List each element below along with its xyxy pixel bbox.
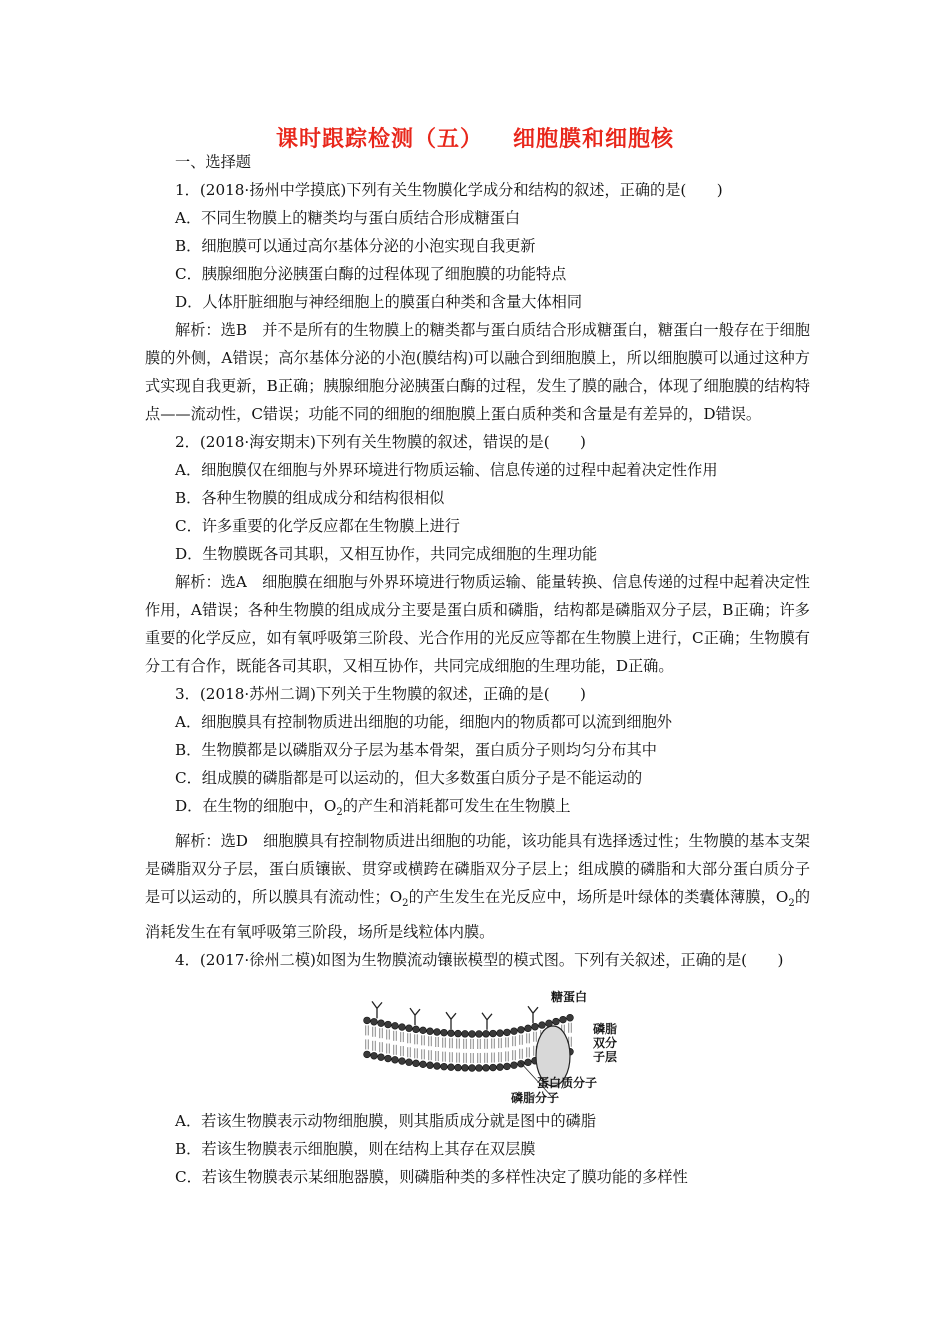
phospholipid-head <box>560 1016 567 1023</box>
question-3-option-d: D．在生物的细胞中，$O_2$的产生和消耗都可发生在生物膜上 <box>175 797 571 819</box>
question-4-stem: 4．(2017·徐州二模)如图为生物膜流动镶嵌模型的模式图。下列有关叙述，正确的是( ) <box>175 951 784 970</box>
question-1-option-c: C．胰腺细胞分泌胰蛋白酶的过程体现了细胞膜的功能特点 <box>175 265 567 283</box>
phospholipid-head <box>518 1026 525 1033</box>
question-2-analysis: 解析：选A 细胞膜在细胞与外界环境进行物质运输、能量转换、信息传递的过程中起着决定性作用，A错误；各种生物膜的组成成分主要是蛋白质和磷脂，结构都是磷脂双分子层，B正确；许多重要的化学反应，如有氧呼吸第三阶段、光合作用的光反应等都在生物膜上进行，C正确；生物膜有分工有合作，既能各司其职，又相互协作，共同完成细胞的生理功能，D正确。 <box>145 573 810 675</box>
label-phospholipid: 磷脂分子 <box>511 1091 560 1106</box>
phospholipid-head <box>476 1031 483 1038</box>
phospholipid-head <box>392 1056 399 1063</box>
section-heading: 一、选择题 <box>175 153 251 171</box>
question-2-option-a: A．细胞膜仅在细胞与外界环境进行物质运输、信息传递的过程中起着决定性作用 <box>175 461 718 479</box>
question-2-option-d: D．生物膜既各司其职，又相互协作，共同完成细胞的生理功能 <box>175 545 598 563</box>
phospholipid-head <box>364 1017 371 1024</box>
phospholipid-head <box>385 1021 392 1028</box>
phospholipid-head <box>462 1031 469 1038</box>
phospholipid-head <box>364 1051 371 1058</box>
question-1-option-d: D．人体肝脏细胞与神经细胞上的膜蛋白种类和含量大体相同 <box>175 293 583 311</box>
sugar-chain <box>410 1008 420 1025</box>
membrane-figure <box>145 980 810 1105</box>
phospholipid-head <box>385 1055 392 1062</box>
phospholipid-head <box>371 1052 378 1059</box>
phospholipid-head <box>378 1054 385 1061</box>
title-main: 课时跟踪检测（五） <box>275 127 483 152</box>
question-3-option-c: C．组成膜的磷脂都是可以运动的，但大多数蛋白质分子是不能运动的 <box>175 769 643 787</box>
phospholipid-head <box>371 1018 378 1025</box>
phospholipid-head <box>511 1062 518 1069</box>
phospholipid-head <box>406 1025 413 1032</box>
phospholipid-head <box>525 1025 532 1032</box>
phospholipid-head <box>378 1020 385 1027</box>
phospholipid-head <box>490 1064 497 1071</box>
phospholipid-head <box>455 1030 462 1037</box>
phospholipid-head <box>413 1060 420 1067</box>
phospholipid-head <box>504 1029 511 1036</box>
label-bilayer-3: 子层 <box>593 1050 618 1065</box>
phospholipid-head <box>434 1063 441 1070</box>
phospholipid-head <box>490 1030 497 1037</box>
phospholipid-head <box>427 1028 434 1035</box>
question-1-analysis: 解析：选B 并不是所有的生物膜上的糖类都与蛋白质结合形成糖蛋白，糖蛋白一般存在于细胞膜的外侧，A错误；高尔基体分泌的小泡(膜结构)可以融合到细胞膜上，所以细胞膜可以通过这种方式实现自我更新，B正确；胰腺细胞分泌胰蛋白酶的过程，发生了膜的融合，体现了细胞膜的结构特点——流动性，C错误；功能不同的细胞的细胞膜上蛋白质种类和含量是有差异的，D错误。 <box>145 321 810 423</box>
phospholipid-head <box>392 1022 399 1029</box>
phospholipid-head <box>469 1065 476 1072</box>
label-bilayer-2: 双分 <box>593 1036 618 1051</box>
phospholipid-head <box>532 1023 539 1030</box>
phospholipid-head <box>427 1062 434 1069</box>
phospholipid-head <box>448 1064 455 1071</box>
phospholipid-head <box>469 1031 476 1038</box>
question-3-analysis: 解析：选D 细胞膜具有控制物质进出细胞的功能，该功能具有选择透过性；生物膜的基本支架是磷脂双分子层，蛋白质镶嵌、贯穿或横跨在磷脂双分子层上；组成膜的磷脂和大部分蛋白质分子是可以运动的，所以膜具有流动性；$O_2$的产生发生在光反应中，场所是叶绿体的类囊体薄膜，$O_2$的消耗发生在有氧呼吸第三阶段，场所是线粒体内膜。 <box>145 832 811 942</box>
phospholipid-head <box>567 1014 574 1021</box>
phospholipid-head <box>539 1022 546 1029</box>
phospholipid-head <box>399 1024 406 1031</box>
phospholipid-head <box>497 1030 504 1037</box>
phospholipid-head <box>399 1058 406 1065</box>
question-4-option-c: C．若该生物膜表示某细胞器膜，则磷脂种类的多样性决定了膜功能的多样性 <box>175 1168 688 1187</box>
phospholipid-head <box>420 1027 427 1034</box>
label-bilayer-1: 磷脂 <box>593 1022 618 1037</box>
question-1-option-a: A．不同生物膜上的糖类均与蛋白质结合形成糖蛋白 <box>175 209 521 227</box>
phospholipid-head <box>413 1026 420 1033</box>
phospholipid-head <box>448 1030 455 1037</box>
phospholipid-head <box>483 1030 490 1037</box>
label-glycoprotein: 糖蛋白 <box>551 990 588 1005</box>
sugar-chain <box>482 1013 492 1030</box>
sugar-chain <box>528 1006 538 1023</box>
phospholipid-head <box>420 1061 427 1068</box>
question-2-option-c: C．许多重要的化学反应都在生物膜上进行 <box>175 517 460 535</box>
phospholipid-head <box>462 1065 469 1072</box>
title-sub: 细胞膜和细胞核 <box>513 127 675 152</box>
question-3-option-b: B．生物膜都是以磷脂双分子层为基本骨架，蛋白质分子则均匀分布其中 <box>175 741 657 759</box>
phospholipid-head <box>476 1065 483 1072</box>
phospholipid-head <box>504 1063 511 1070</box>
phospholipid-head <box>511 1028 518 1035</box>
phospholipid-head <box>434 1029 441 1036</box>
phospholipid-head <box>455 1064 462 1071</box>
question-3-option-a: A．细胞膜具有控制物质进出细胞的功能，细胞内的物质都可以流到细胞外 <box>175 713 672 731</box>
phospholipid-head <box>553 1018 560 1025</box>
phospholipid-head <box>441 1063 448 1070</box>
question-4-option-b: B．若该生物膜表示细胞膜，则在结构上其存在双层膜 <box>175 1140 536 1159</box>
phospholipid-head <box>441 1029 448 1036</box>
phospholipid-head <box>525 1059 532 1066</box>
question-3-stem: 3．(2018·苏州二调)下列关于生物膜的叙述，正确的是( ) <box>175 685 586 703</box>
question-4-option-a: A．若该生物膜表示动物细胞膜，则其脂质成分就是图中的磷脂 <box>175 1112 597 1131</box>
question-2-option-b: B．各种生物膜的组成成分和结构很相似 <box>175 489 445 507</box>
phospholipid-head <box>483 1064 490 1071</box>
sugar-chain <box>446 1012 456 1029</box>
content <box>145 148 810 1191</box>
phospholipid-head <box>497 1064 504 1071</box>
sugar-chain <box>372 1001 382 1018</box>
question-2-stem: 2．(2018·海安期末)下列有关生物膜的叙述，错误的是( ) <box>175 433 586 451</box>
phospholipid-head <box>406 1059 413 1066</box>
question-1-stem: 1．(2018·扬州中学摸底)下列有关生物膜化学成分和结构的叙述，正确的是( ) <box>175 181 723 199</box>
question-1-option-b: B．细胞膜可以通过高尔基体分泌的小泡实现自我更新 <box>175 237 536 255</box>
label-protein: 蛋白质分子 <box>537 1076 598 1091</box>
